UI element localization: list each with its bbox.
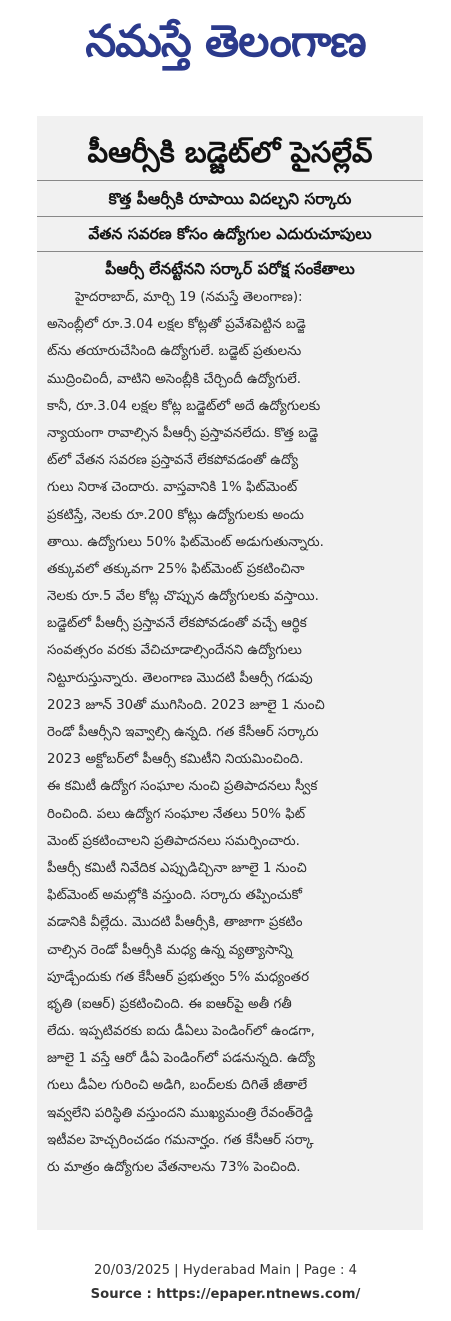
footer-date-line: 20/03/2025 | Hyderabad Main | Page : 4 [93, 1263, 357, 1278]
article-body-line: ఫిట్‌మెంట్ అమల్లోకి వస్తుంది. సర్కారు తప్పించుకో [47, 888, 302, 904]
article-body-line: 2023 జూన్ 30తో ముగిసింది. 2023 జూలై 1 నుంచి [47, 697, 325, 713]
article-subhead-2: వేతన సవరణ కోసం ఉద్యోగుల ఎదురుచూపులు [88, 225, 372, 243]
article-body-line: 2023 అక్టోబర్‌లో పీఆర్సీ కమిటీని నియమించింది. [47, 752, 304, 768]
headline-divider [37, 180, 423, 181]
article-body-line: కానీ, రూ.3.04 లక్షల కోట్ల బడ్జెట్‌లో అదే ఉద్యోగులకు [47, 398, 321, 414]
article-body-line: గులు డీఏల గురించి అడిగి, బంద్‌లకు దిగితే జీతాలే [47, 1078, 308, 1094]
article-body-line: ఇటీవల హెచ్చరించడం గమనార్హం. గత కేసీఆర్ సర్కా [47, 1132, 314, 1148]
article-body-line: ఈ కమిటీ ఉద్యోగ సంఘాల నుంచి ప్రతిపాదనలు స్వీక [47, 779, 318, 795]
article-subhead-3: పీఆర్సీ లేనట్టేనని సర్కార్ పరోక్ష సంకేతాలు [105, 260, 355, 278]
article-body-line: పూడ్చేందుకు గత కేసీఆర్ ప్రభుత్వం 5% మధ్యంతర [47, 969, 310, 985]
article-body-line: జూలై 1 వస్తే ఆరో డీఏ పెండింగ్‌లో పడనున్నది. ఉద్యో [47, 1051, 316, 1067]
article-body-line: ఇవ్వలేని పరిస్థితి వస్తుందని ముఖ్యమంత్రి రేవంత్‌రెడ్డి [47, 1105, 314, 1121]
article-body-line: రు మాత్రం ఉద్యోగుల వేతనాలను 73% పెంచింది. [47, 1160, 301, 1175]
article-subhead-1: కొత్త పీఆర్సీకి రూపాయి విదల్చని సర్కారు [108, 190, 352, 208]
news-clipping [37, 116, 423, 1230]
newspaper-masthead: నమస్తే తెలంగాణ [85, 16, 366, 67]
article-body-line: ట్‌ను తయారుచేసింది ఉద్యోగులే. బడ్జెట్ ప్రతులను [47, 344, 302, 360]
article-body-line: ట్‌లో వేతన సవరణ ప్రస్తావనే లేకపోవడంతో ఉద్యో [47, 453, 299, 469]
article-body-line: మెంట్ ప్రకటించాలని ప్రతిపాదనలు సమర్పించారు. [47, 833, 300, 849]
article-body-line: సంవత్సరం వరకు వేచిచూడాల్సిందేనని ఉద్యోగులు [47, 643, 302, 659]
article-body-line: తాయి. ఉద్యోగులు 50% ఫిట్‌మెంట్ అడుగుతున్నారు. [47, 534, 324, 550]
article-body-line: ప్రకటిస్తే, నెలకు రూ.200 కోట్లు ఉద్యోగులకు అందు [47, 507, 304, 523]
article-body-line: హైదరాబాద్, మార్చి 19 (నమస్తే తెలంగాణ): [75, 290, 303, 305]
article-body-line: చాల్సిన రెండో పీఆర్సీకి మధ్య ఉన్న వ్యత్యాసాన్ని [47, 942, 293, 958]
article-body [47, 284, 415, 1224]
article-body-line: గులు నిరాశ చెందారు. వాస్తవానికి 1% ఫిట్‌మెంట్ [47, 480, 298, 496]
article-body-line: వడానికి వీల్లేదు. మొదటి పీఆర్సీకి, తాజాగా ప్రకటిం [47, 915, 303, 931]
article-body-line: తక్కువలో తక్కువగా 25% ఫిట్‌మెంట్ ప్రకటించినా [47, 561, 305, 577]
article-body-line: రించింది. పలు ఉద్యోగ సంఘాల నేతలు 50% ఫిట్ [47, 806, 306, 822]
article-body-line: నిట్టూరుస్తున్నారు. తెలంగాణ మొదటి పీఆర్సీ గడువు [47, 670, 313, 686]
article-body-line: ముద్రించిందీ, వాటిని అసెంబ్లీకి చేర్చిందీ ఉద్యోగులే. [47, 371, 302, 387]
article-body-line: అసెంబ్లీలో రూ.3.04 లక్షల కోట్లతో ప్రవేశపెట్టిన బడ్జె [47, 317, 306, 333]
article-body-line: భృతి (ఐఆర్) ప్రకటించింది. ఈ ఐఆర్‌పై అతీ గతీ [47, 996, 292, 1012]
article-body-line: రెండో పీఆర్సీని ఇవ్వాల్సి ఉన్నది. గత కేసీఆర్ సర్కారు [47, 725, 319, 740]
article-body-line: పీఆర్సీ కమిటీ నివేదిక ఎప్పుడిచ్చినా జూలై 1 నుంచి [47, 860, 307, 876]
footer-source-line: Source : https://epaper.ntnews.com/ [90, 1287, 361, 1302]
article-body-line: నెలకు రూ.5 వేల కోట్ల చొప్పున ఉద్యోగులకు వస్తాయి. [47, 589, 319, 605]
article-headline: పీఆర్సీకి బడ్జెట్‌లో పైసల్లేవ్ [87, 135, 373, 169]
article-body-line: లేదు. ఇప్పటివరకు ఐదు డీఏలు పెండింగ్‌లో ఉండగా, [47, 1024, 315, 1040]
article-body-line: బడ్జెట్‌లో పీఆర్సీ ప్రస్తావనే లేకపోవడంతో వచ్చే ఆర్థిక [47, 616, 307, 632]
article-body-line: న్యాయంగా రావాల్సిన పీఆర్సీ ప్రస్తావనలేదు. కొత్త బడ్జె [47, 425, 319, 441]
